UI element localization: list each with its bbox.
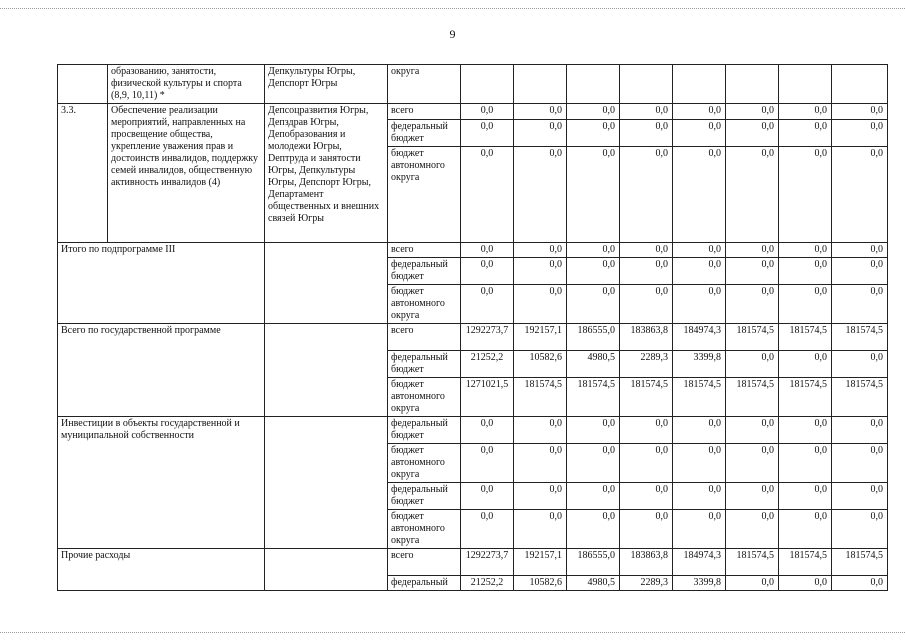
executor-cell xyxy=(265,549,388,591)
funding-source-cell: федеральный бюджет xyxy=(388,483,461,510)
value-cell: 0,0 xyxy=(779,104,832,120)
value-cell: 21252,2 xyxy=(461,576,514,591)
value-cell: 181574,5 xyxy=(832,378,888,417)
value-cell: 181574,5 xyxy=(673,378,726,417)
value-cell: 0,0 xyxy=(514,120,567,147)
table-row xyxy=(58,104,888,120)
value-cell: 2289,3 xyxy=(620,351,673,378)
value-cell: 0,0 xyxy=(461,417,514,444)
value-cell: 0,0 xyxy=(832,285,888,324)
empty-cell xyxy=(514,65,567,104)
value-cell: 0,0 xyxy=(620,483,673,510)
value-cell: 1292273,7 xyxy=(461,324,514,351)
value-cell: 0,0 xyxy=(514,417,567,444)
value-cell: 0,0 xyxy=(620,243,673,258)
value-cell: 0,0 xyxy=(673,104,726,120)
value-cell: 0,0 xyxy=(567,104,620,120)
value-cell: 181574,5 xyxy=(726,378,779,417)
value-cell: 0,0 xyxy=(461,510,514,549)
value-cell: 0,0 xyxy=(726,147,779,243)
empty-cell xyxy=(726,65,779,104)
funding-source-cell: всего xyxy=(388,549,461,576)
value-cell: 181574,5 xyxy=(779,549,832,576)
executor-cell xyxy=(265,324,388,417)
value-cell: 181574,5 xyxy=(779,378,832,417)
value-cell: 0,0 xyxy=(726,104,779,120)
value-cell: 0,0 xyxy=(832,120,888,147)
value-cell: 0,0 xyxy=(726,351,779,378)
table-row xyxy=(58,243,888,258)
table-row xyxy=(58,417,888,444)
value-cell: 186555,0 xyxy=(567,324,620,351)
funding-source-cell: всего xyxy=(388,324,461,351)
empty-cell xyxy=(832,65,888,104)
value-cell: 0,0 xyxy=(567,483,620,510)
scan-edge-top xyxy=(0,0,905,9)
activity-name-cell: образованию, занятости, физической культуры и спорта (8,9, 10,11) * xyxy=(108,65,265,104)
table-row xyxy=(58,549,888,576)
funding-source-cell: федеральный бюджет xyxy=(388,351,461,378)
funding-source-cell: бюджет автономного округа xyxy=(388,378,461,417)
value-cell: 0,0 xyxy=(726,258,779,285)
value-cell: 0,0 xyxy=(620,120,673,147)
value-cell: 0,0 xyxy=(673,444,726,483)
budget-table xyxy=(57,64,888,591)
value-cell: 0,0 xyxy=(567,147,620,243)
value-cell: 183863,8 xyxy=(620,549,673,576)
value-cell: 0,0 xyxy=(673,243,726,258)
value-cell: 0,0 xyxy=(620,417,673,444)
value-cell: 1271021,5 xyxy=(461,378,514,417)
funding-source-cell: бюджет автономного округа xyxy=(388,444,461,483)
value-cell: 0,0 xyxy=(726,483,779,510)
value-cell: 0,0 xyxy=(567,120,620,147)
value-cell: 181574,5 xyxy=(726,324,779,351)
group-title-cell: Итого по подпрограмме III xyxy=(58,243,265,324)
value-cell: 0,0 xyxy=(461,120,514,147)
funding-source-cell: бюджет автономного округа xyxy=(388,510,461,549)
value-cell: 0,0 xyxy=(779,147,832,243)
value-cell: 0,0 xyxy=(832,351,888,378)
table-row xyxy=(58,324,888,351)
value-cell: 0,0 xyxy=(514,147,567,243)
value-cell: 0,0 xyxy=(567,444,620,483)
value-cell: 0,0 xyxy=(673,258,726,285)
value-cell: 0,0 xyxy=(779,576,832,591)
value-cell: 0,0 xyxy=(461,483,514,510)
value-cell: 0,0 xyxy=(567,285,620,324)
value-cell: 0,0 xyxy=(461,444,514,483)
value-cell: 181574,5 xyxy=(726,549,779,576)
value-cell: 0,0 xyxy=(779,285,832,324)
table-row xyxy=(58,65,888,104)
value-cell: 0,0 xyxy=(779,444,832,483)
value-cell: 181574,5 xyxy=(779,324,832,351)
value-cell: 181574,5 xyxy=(832,324,888,351)
value-cell: 0,0 xyxy=(514,104,567,120)
value-cell: 0,0 xyxy=(673,510,726,549)
funding-source-cell: всего xyxy=(388,104,461,120)
value-cell: 184974,3 xyxy=(673,549,726,576)
value-cell: 0,0 xyxy=(567,417,620,444)
value-cell: 0,0 xyxy=(461,147,514,243)
value-cell: 181574,5 xyxy=(567,378,620,417)
group-title-cell: Прочие расходы xyxy=(58,549,265,591)
value-cell: 0,0 xyxy=(620,444,673,483)
executor-cell xyxy=(265,243,388,324)
executor-cell: Депсоцразвития Югры, Депздрав Югры, Депобразования и молодежи Югры, Deптруда и занятости Югры, Депкультуры Югры, Депспорт Югры, Департамент общественных и внешних связей Югры xyxy=(265,104,388,243)
value-cell: 0,0 xyxy=(620,258,673,285)
value-cell: 0,0 xyxy=(620,147,673,243)
table-body xyxy=(58,65,888,591)
value-cell: 0,0 xyxy=(832,483,888,510)
value-cell: 0,0 xyxy=(779,258,832,285)
value-cell: 192157,1 xyxy=(514,549,567,576)
page-number: 9 xyxy=(449,27,456,41)
empty-cell xyxy=(620,65,673,104)
value-cell: 0,0 xyxy=(567,510,620,549)
value-cell: 0,0 xyxy=(779,510,832,549)
value-cell: 0,0 xyxy=(514,285,567,324)
group-title-cell: Всего по государственной программе xyxy=(58,324,265,417)
value-cell: 0,0 xyxy=(726,243,779,258)
value-cell: 3399,8 xyxy=(673,351,726,378)
value-cell: 0,0 xyxy=(726,285,779,324)
value-cell: 3399,8 xyxy=(673,576,726,591)
value-cell: 0,0 xyxy=(779,417,832,444)
value-cell: 1292273,7 xyxy=(461,549,514,576)
empty-cell xyxy=(461,65,514,104)
value-cell: 0,0 xyxy=(726,510,779,549)
value-cell: 0,0 xyxy=(620,104,673,120)
value-cell: 0,0 xyxy=(779,120,832,147)
value-cell: 0,0 xyxy=(726,120,779,147)
value-cell: 0,0 xyxy=(832,510,888,549)
value-cell: 0,0 xyxy=(514,444,567,483)
value-cell: 10582,6 xyxy=(514,351,567,378)
value-cell: 0,0 xyxy=(779,483,832,510)
funding-source-cell: бюджет автономного округа xyxy=(388,285,461,324)
funding-source-cell: федеральный xyxy=(388,576,461,591)
value-cell: 181574,5 xyxy=(620,378,673,417)
funding-source-cell: всего xyxy=(388,243,461,258)
value-cell: 0,0 xyxy=(832,147,888,243)
value-cell: 0,0 xyxy=(726,576,779,591)
value-cell: 0,0 xyxy=(673,285,726,324)
value-cell: 0,0 xyxy=(779,351,832,378)
value-cell: 0,0 xyxy=(673,417,726,444)
value-cell: 2289,3 xyxy=(620,576,673,591)
value-cell: 0,0 xyxy=(514,510,567,549)
funding-source-cell: федеральный бюджет xyxy=(388,120,461,147)
row-number-cell: 3.3. xyxy=(58,104,108,243)
value-cell: 0,0 xyxy=(567,258,620,285)
value-cell: 0,0 xyxy=(832,258,888,285)
value-cell: 0,0 xyxy=(832,444,888,483)
executor-cell xyxy=(265,417,388,549)
funding-source-cell: округа xyxy=(388,65,461,104)
row-number-cell xyxy=(58,65,108,104)
value-cell: 183863,8 xyxy=(620,324,673,351)
value-cell: 0,0 xyxy=(832,104,888,120)
value-cell: 0,0 xyxy=(832,576,888,591)
value-cell: 192157,1 xyxy=(514,324,567,351)
funding-source-cell: федеральный бюджет xyxy=(388,258,461,285)
value-cell: 0,0 xyxy=(461,285,514,324)
value-cell: 0,0 xyxy=(514,258,567,285)
value-cell: 0,0 xyxy=(461,258,514,285)
value-cell: 0,0 xyxy=(832,243,888,258)
value-cell: 4980,5 xyxy=(567,351,620,378)
value-cell: 0,0 xyxy=(620,285,673,324)
empty-cell xyxy=(779,65,832,104)
executor-cell: Депкультуры Югры, Депспорт Югры xyxy=(265,65,388,104)
value-cell: 0,0 xyxy=(673,147,726,243)
value-cell: 184974,3 xyxy=(673,324,726,351)
value-cell: 0,0 xyxy=(461,104,514,120)
value-cell: 10582,6 xyxy=(514,576,567,591)
value-cell: 0,0 xyxy=(726,417,779,444)
value-cell: 181574,5 xyxy=(832,549,888,576)
value-cell: 0,0 xyxy=(514,483,567,510)
value-cell: 0,0 xyxy=(461,243,514,258)
group-title-cell: Инвестиции в объекты государственной и муниципальной собственности xyxy=(58,417,265,549)
empty-cell xyxy=(567,65,620,104)
value-cell: 0,0 xyxy=(779,243,832,258)
activity-name-cell: Обеспечение реализации мероприятий, направленных на просвещение общества, укрепление уважения прав и достоинств инвалидов, поддержку семей инвалидов, общественную активность инвалидов (4) xyxy=(108,104,265,243)
empty-cell xyxy=(673,65,726,104)
value-cell: 0,0 xyxy=(673,120,726,147)
funding-source-cell: бюджет автономного округа xyxy=(388,147,461,243)
value-cell: 0,0 xyxy=(673,483,726,510)
value-cell: 181574,5 xyxy=(514,378,567,417)
value-cell: 186555,0 xyxy=(567,549,620,576)
value-cell: 0,0 xyxy=(726,444,779,483)
funding-source-cell: федеральный бюджет xyxy=(388,417,461,444)
value-cell: 0,0 xyxy=(620,510,673,549)
value-cell: 0,0 xyxy=(514,243,567,258)
value-cell: 0,0 xyxy=(567,243,620,258)
value-cell: 0,0 xyxy=(832,417,888,444)
value-cell: 4980,5 xyxy=(567,576,620,591)
value-cell: 21252,2 xyxy=(461,351,514,378)
